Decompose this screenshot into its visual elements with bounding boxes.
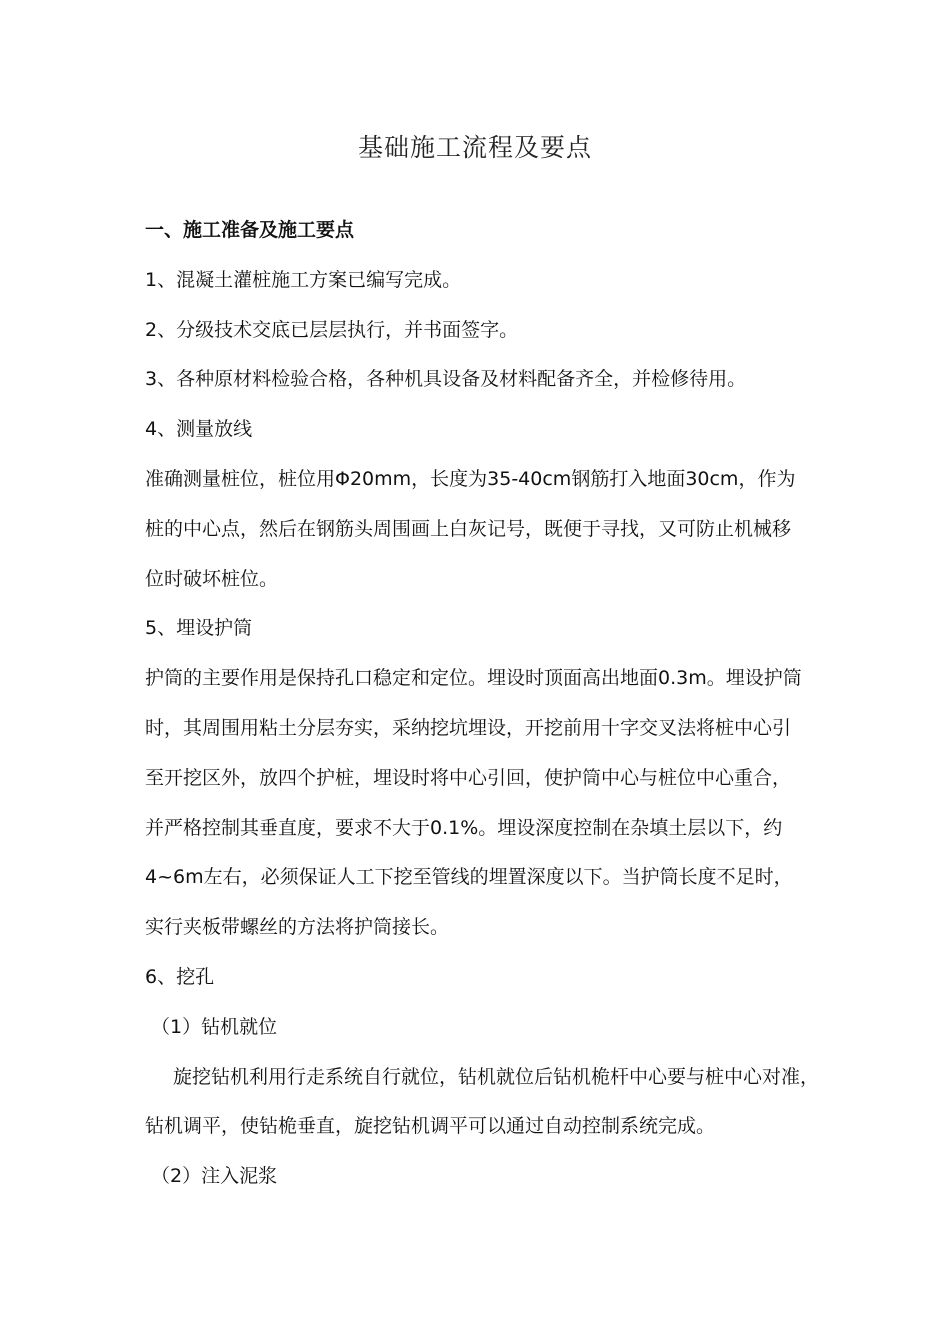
paragraph-line: 4~6m左右，必须保证人工下挖至管线的埋置深度以下。当护筒长度不足时， [145,866,793,889]
list-item-2: 2、分级技术交底已层层执行，并书面签字。 [145,318,519,341]
paragraph-line: 桩的中心点，然后在钢筋头周围画上白灰记号，既便于寻找，又可防止机械移 [145,517,792,540]
paragraph-line: 并严格控制其垂直度，要求不大于0.1%。埋设深度控制在杂填土层以下，约 [145,816,783,839]
list-item-3: 3、各种原材料检验合格，各种机具设备及材料配备齐全，并检修待用。 [145,368,747,391]
paragraph-line: 准确测量桩位，桩位用Φ20mm，长度为35-40cm钢筋打入地面30cm，作为 [145,467,796,490]
paragraph-line: 护筒的主要作用是保持孔口稳定和定位。埋设时顶面高出地面0.3m。埋设护筒 [145,667,802,690]
paragraph-line: 位时破坏桩位。 [145,567,279,590]
list-item-5: 5、埋设护筒 [145,617,253,640]
paragraph-line: 时，其周围用粘土分层夯实，采纳挖坑埋设，开挖前用十字交叉法将桩中心引 [145,716,792,739]
page-title: 基础施工流程及要点 [357,133,592,162]
section-heading-1: 一、施工准备及施工要点 [145,219,355,241]
sub-item-1: （1）钻机就位 [151,1015,278,1038]
document-body [145,206,825,1202]
list-item-4: 4、测量放线 [145,418,253,441]
paragraph-line: 实行夹板带螺丝的方法将护筒接长。 [145,916,450,939]
list-item-1: 1、混凝土灌桩施工方案已编写完成。 [145,268,462,291]
paragraph-line: 旋挖钻机利用行走系统自行就位，钻机就位后钻机桅杆中心要与桩中心对准， [173,1065,820,1088]
paragraph-line: 至开挖区外，放四个护桩，埋设时将中心引回，使护筒中心与桩位中心重合， [145,766,792,789]
list-item-6: 6、挖孔 [145,965,215,988]
paragraph-line: 钻机调平，使钻桅垂直，旋挖钻机调平可以通过自动控制系统完成。 [145,1115,716,1138]
sub-item-2: （2）注入泥浆 [151,1165,278,1188]
